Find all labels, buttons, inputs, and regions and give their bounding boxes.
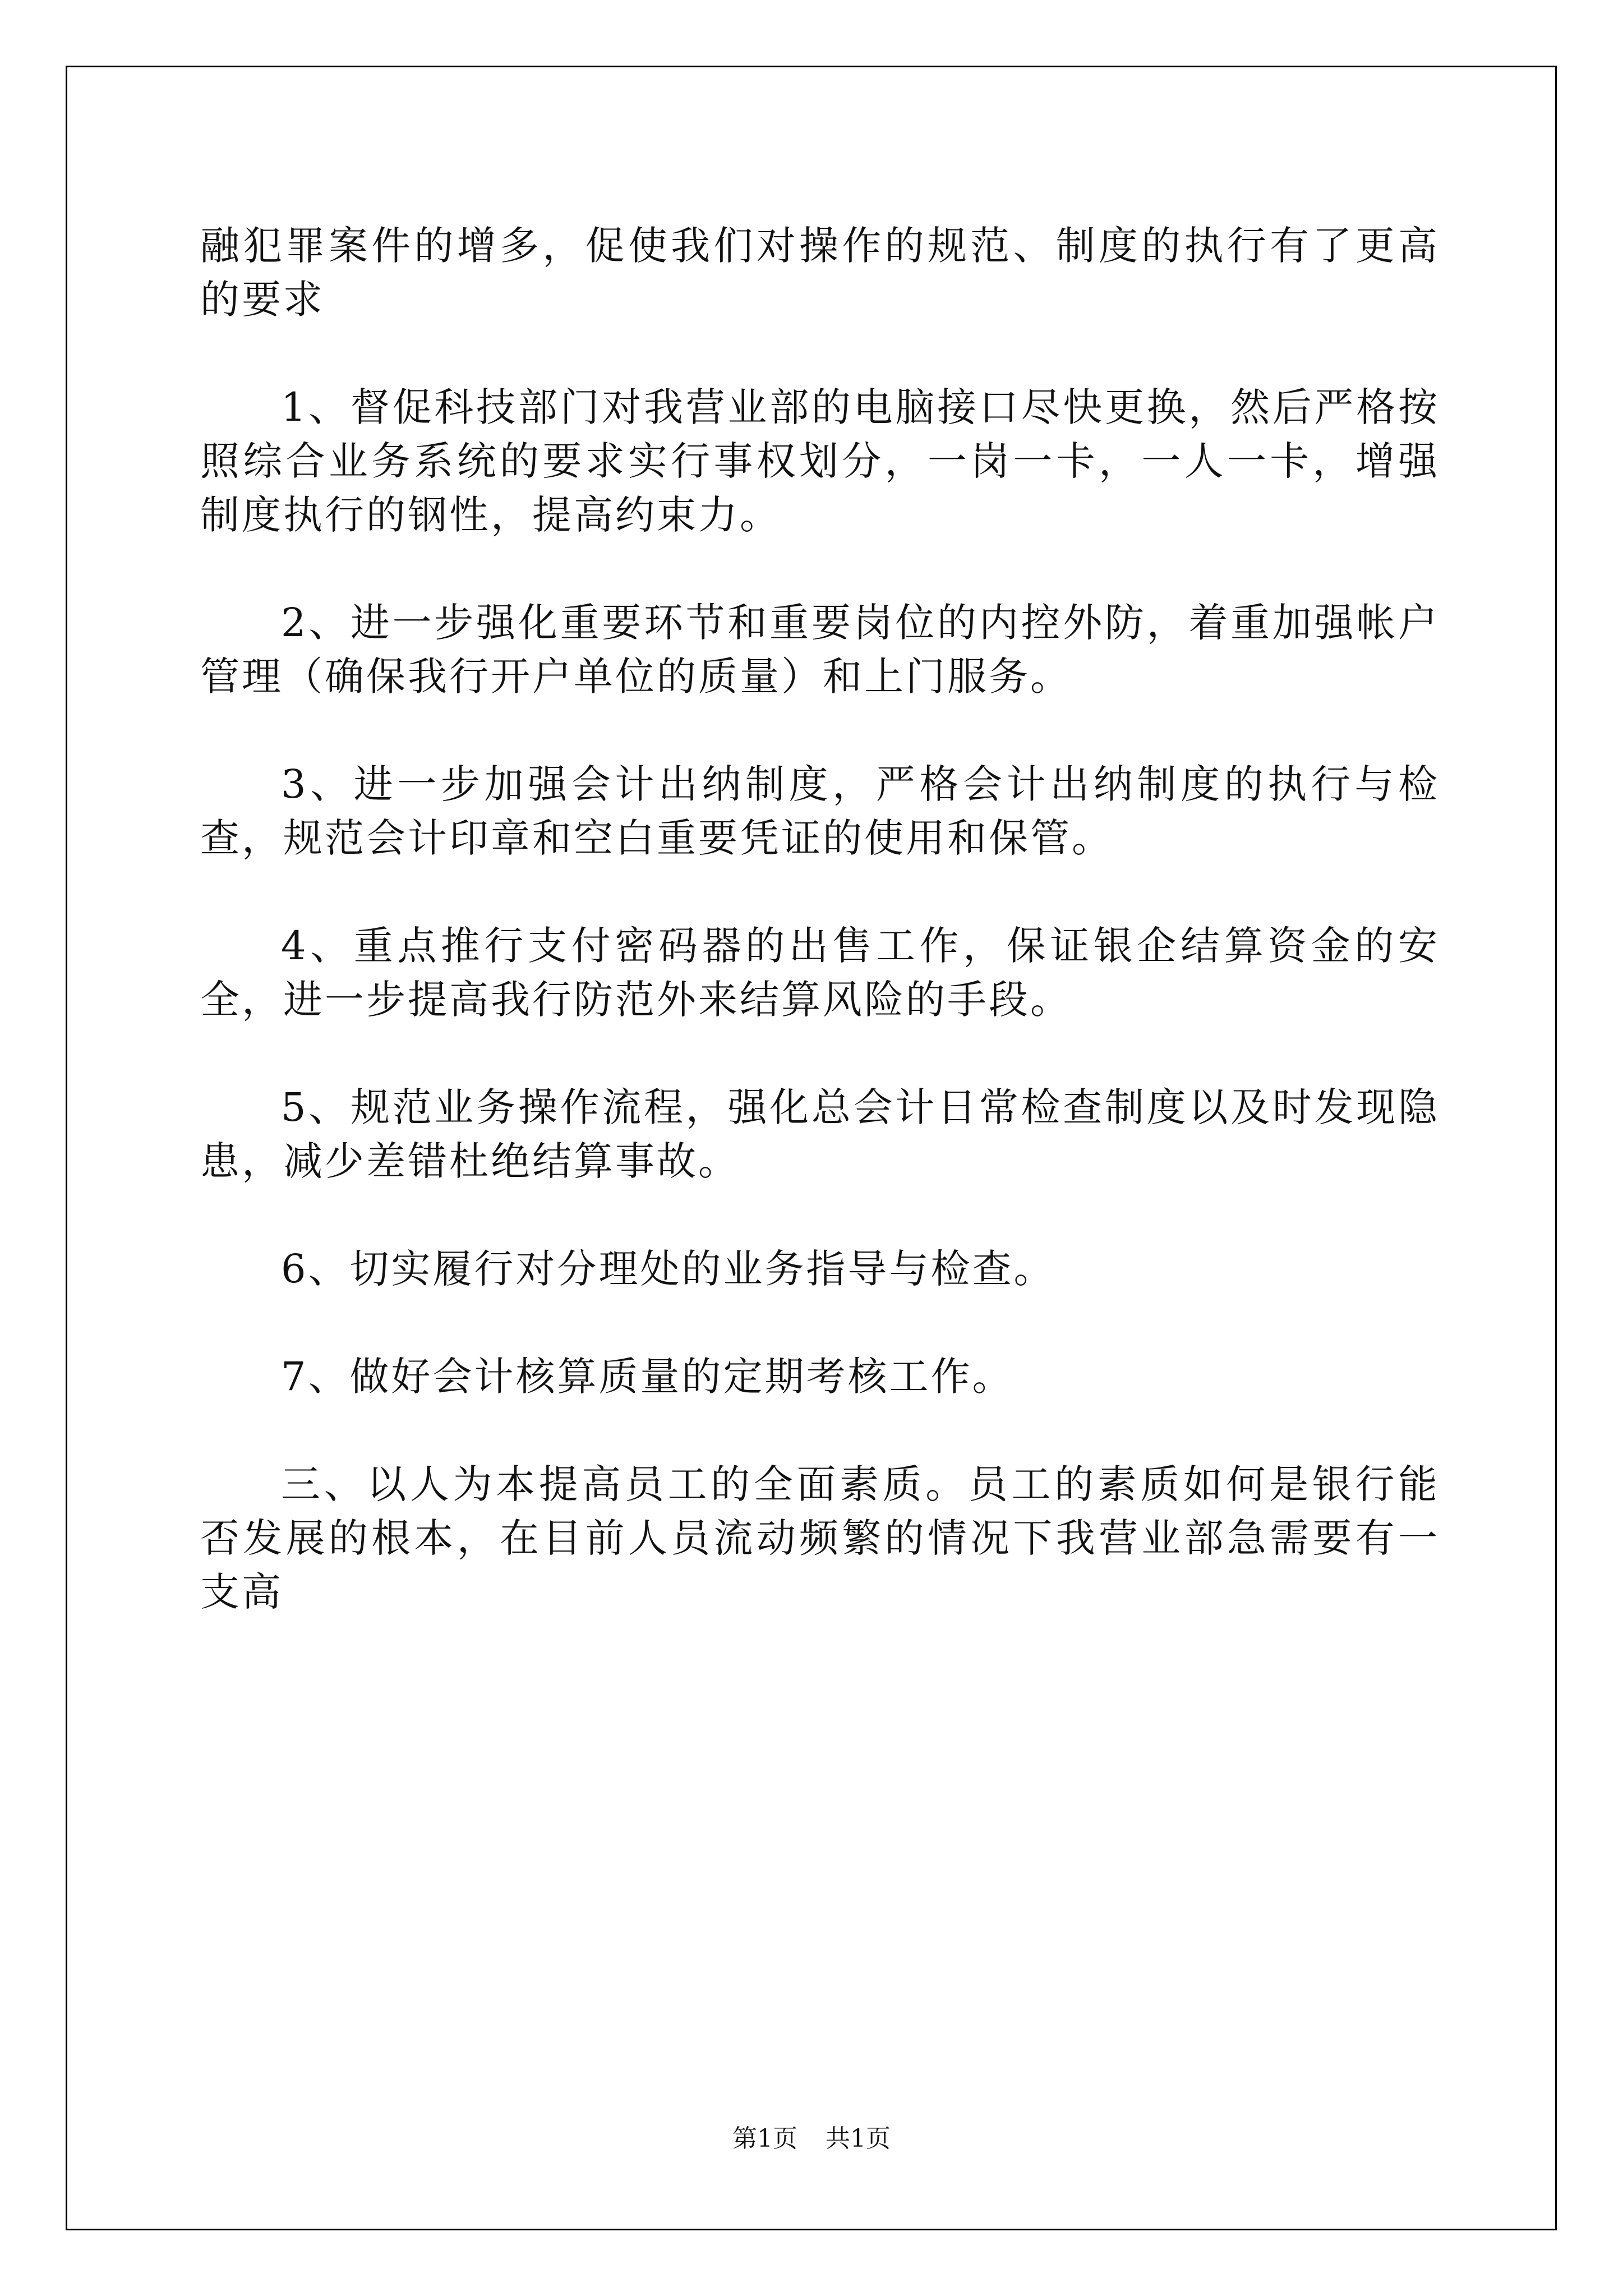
paragraph-item-1: 1、督促科技部门对我营业部的电脑接口尽快更换，然后严格按照综合业务系统的要求实行事权划分，一岗一卡，一人一卡，增强制度执行的钢性，提高约束力。 (200, 384, 1440, 538)
paragraph-section-3: 三、以人为本提高员工的全面素质。员工的素质如何是银行能否发展的根本，在目前人员流动频繁的情况下我营业部急需要有一支高 (200, 1461, 1440, 1615)
paragraph-item-2: 2、进一步强化重要环节和重要岗位的内控外防，着重加强帐户管理（确保我行开户单位的质量）和上门服务。 (200, 600, 1440, 700)
paragraph-continuation: 融犯罪案件的增多，促使我们对操作的规范、制度的执行有了更高的要求 (200, 223, 1440, 323)
page-footer (0, 2122, 1623, 2156)
page-number-current: 第1页 (732, 2124, 797, 2153)
document-body (200, 219, 1440, 1619)
paragraph-item-7: 7、做好会计核算质量的定期考核工作。 (281, 1354, 1014, 1400)
paragraph-item-5: 5、规范业务操作流程，强化总会计日常检查制度以及时发现隐患，减少差错杜绝结算事故。 (200, 1084, 1440, 1184)
paragraph-item-6: 6、切实履行对分理处的业务指导与检查。 (281, 1246, 1055, 1292)
page-number-total: 共1页 (826, 2124, 891, 2153)
paragraph-item-3: 3、进一步加强会计出纳制度，严格会计出纳制度的执行与检查，规范会计印章和空白重要凭证的使用和保管。 (200, 761, 1440, 861)
paragraph-item-4: 4、重点推行支付密码器的出售工作，保证银企结算资金的安全，进一步提高我行防范外来结算风险的手段。 (200, 923, 1440, 1023)
